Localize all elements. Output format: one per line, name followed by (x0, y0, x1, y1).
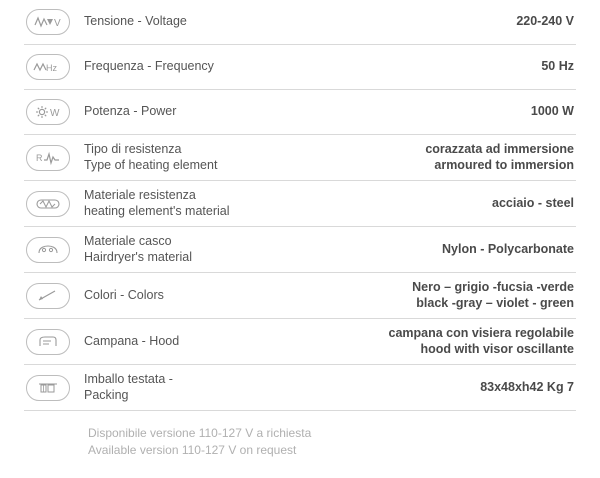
heating-element-material-icon (26, 191, 70, 217)
row-value (389, 326, 577, 357)
icon-cell (24, 283, 82, 309)
voltage-icon (26, 9, 70, 35)
power-icon (26, 99, 70, 125)
row-label-line1: Colori - Colors (84, 287, 164, 302)
row-label (82, 59, 541, 75)
colors-icon (26, 283, 70, 309)
row-label-line2: Hairdryer's material (84, 249, 192, 264)
row-value-line1: Nero – grigio -fucsia -verde (412, 279, 574, 294)
icon-cell (24, 9, 82, 35)
svg-text:V: V (54, 18, 61, 29)
row-value-line1: Nylon - Polycarbonate (442, 241, 574, 256)
icon-cell (24, 329, 82, 355)
resistor-icon (26, 145, 70, 171)
table-row (24, 227, 576, 273)
row-label-line1: Tensione - Voltage (84, 14, 187, 29)
footnote-line-it: Disponibile versione 110-127 V a richiesta (88, 426, 312, 440)
icon-cell (24, 145, 82, 171)
hood-material-icon (26, 237, 70, 263)
row-value-line1: 83x48xh42 Kg 7 (480, 379, 574, 394)
table-row (24, 365, 576, 411)
row-label-line2: Packing (84, 387, 129, 402)
row-label-line1: Tipo di resistenza (84, 141, 182, 156)
row-value (425, 142, 576, 173)
row-value-line1: campana con visiera regolabile (388, 325, 574, 340)
row-label (82, 234, 442, 265)
row-label (82, 188, 492, 219)
frequency-icon (26, 54, 70, 80)
footnote-line-en: Available version 110-127 V on request (88, 443, 297, 458)
row-label (82, 14, 516, 30)
row-label-line1: Materiale resistenza (84, 187, 196, 202)
table-row (24, 90, 576, 135)
row-label-line1: Campana - Hood (84, 333, 180, 348)
row-label-line1: Materiale casco (84, 233, 172, 248)
row-value-line1: acciaio - steel (492, 195, 574, 210)
row-label-line1: Potenza - Power (84, 104, 177, 119)
row-label (82, 372, 480, 403)
table-row (24, 135, 576, 181)
row-value-line1: 50 Hz (541, 59, 574, 74)
row-value (480, 380, 576, 396)
icon-cell (24, 237, 82, 263)
table-row (24, 0, 576, 45)
row-value-line2: hood with visor oscillante (420, 341, 574, 356)
svg-text:Hz: Hz (46, 63, 57, 73)
icon-cell (24, 191, 82, 217)
row-value (531, 104, 576, 120)
icon-cell (24, 99, 82, 125)
row-value (442, 242, 576, 258)
row-value-line2: armoured to immersion (434, 157, 574, 172)
svg-text:W: W (50, 108, 60, 119)
row-label-line1: Imballo testata - (84, 371, 173, 386)
row-value (541, 59, 576, 75)
row-value-line1: 220-240 V (516, 14, 574, 29)
footnote (0, 411, 600, 460)
row-value-line1: corazzata ad immersione (425, 141, 574, 156)
row-value (516, 14, 576, 30)
table-row (24, 45, 576, 90)
hood-icon (26, 329, 70, 355)
row-label-line2: heating element's material (84, 203, 230, 218)
svg-text:R: R (36, 152, 43, 163)
row-value-line1: 1000 W (530, 104, 574, 119)
row-label (82, 142, 425, 173)
row-label (82, 104, 531, 120)
icon-cell (24, 54, 82, 80)
row-value (412, 280, 576, 311)
row-label-line2: Type of heating element (84, 157, 218, 172)
table-row (24, 181, 576, 227)
table-row (24, 273, 576, 319)
table-row (24, 319, 576, 365)
row-value-line2: black -gray – violet - green (416, 295, 574, 310)
row-label (82, 334, 389, 350)
row-label-line1: Frequenza - Frequency (84, 59, 214, 74)
packing-icon (26, 375, 70, 401)
row-label (82, 288, 412, 304)
icon-cell (24, 375, 82, 401)
row-value (492, 196, 576, 212)
